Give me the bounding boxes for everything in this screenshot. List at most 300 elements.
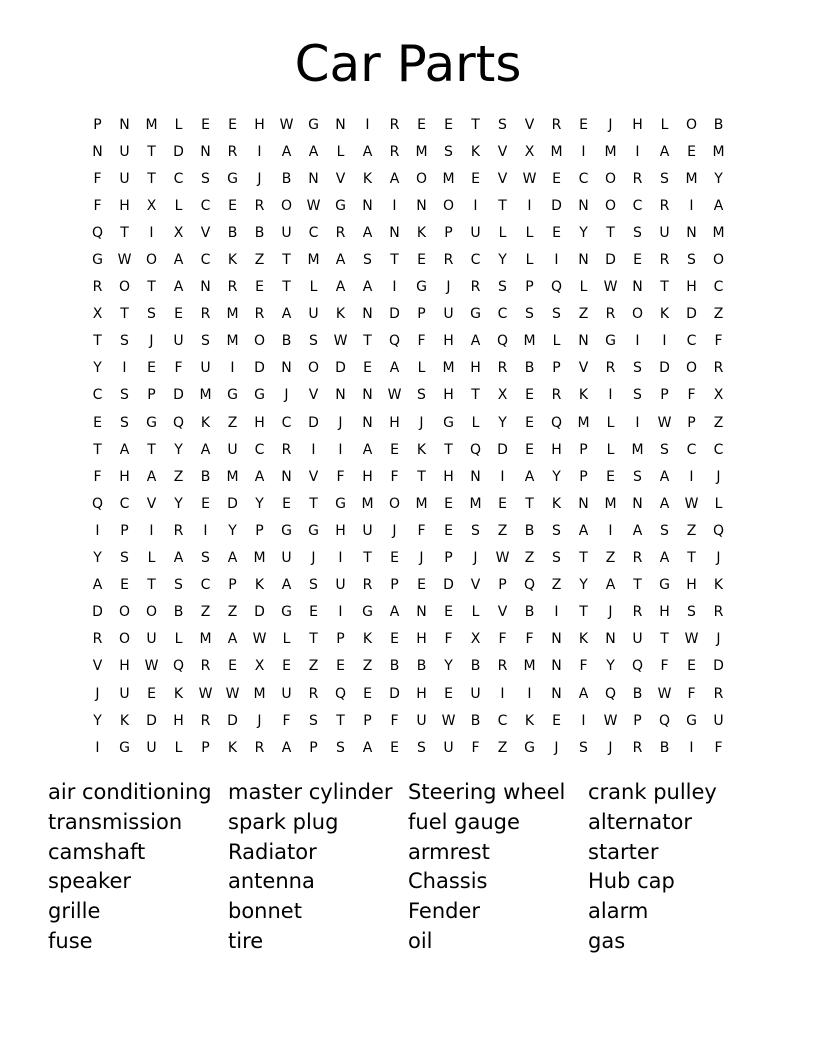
grid-letter: E xyxy=(147,360,156,377)
grid-letter: Q xyxy=(469,441,482,458)
word-list-item: crank pulley xyxy=(588,780,717,804)
grid-letter: Z xyxy=(200,604,211,621)
grid-letter: F xyxy=(444,631,453,648)
grid-letter: U xyxy=(146,739,157,756)
grid-letter: H xyxy=(443,468,454,485)
grid-letter: X xyxy=(92,306,103,323)
grid-letter: E xyxy=(255,279,264,296)
grid-letter: C xyxy=(686,441,697,458)
grid-letter: B xyxy=(524,604,535,621)
grid-letter: A xyxy=(362,279,373,296)
grid-letter: A xyxy=(389,360,400,377)
grid-letter: T xyxy=(444,441,453,458)
grid-letter: I xyxy=(149,224,154,241)
grid-letter: F xyxy=(336,468,345,485)
grid-letter: J xyxy=(419,414,424,431)
grid-letter: A xyxy=(119,441,130,458)
grid-letter: V xyxy=(200,224,211,241)
grid-letter: D xyxy=(254,360,265,377)
grid-letter: G xyxy=(308,522,319,539)
grid-letter: O xyxy=(442,197,455,214)
grid-letter: O xyxy=(415,170,428,187)
grid-letter: A xyxy=(632,522,643,539)
grid-letter: A xyxy=(605,577,616,594)
grid-letter: E xyxy=(633,252,642,269)
grid-letter: H xyxy=(686,279,697,296)
grid-row xyxy=(84,111,732,138)
grid-letter: G xyxy=(335,197,346,214)
grid-letter: B xyxy=(659,739,670,756)
grid-letter: D xyxy=(389,306,400,323)
grid-letter: J xyxy=(419,550,424,567)
grid-letter: N xyxy=(632,279,643,296)
grid-letter: W xyxy=(387,387,402,404)
grid-letter: E xyxy=(417,577,426,594)
grid-letter: R xyxy=(470,279,481,296)
grid-letter: N xyxy=(92,143,103,160)
grid-letter: V xyxy=(92,658,103,675)
grid-letter: E xyxy=(390,631,399,648)
grid-letter: E xyxy=(336,658,345,675)
grid-letter: T xyxy=(309,631,318,648)
grid-letter: A xyxy=(362,739,373,756)
grid-letter: G xyxy=(227,170,238,187)
grid-letter: I xyxy=(95,522,100,539)
grid-letter: A xyxy=(200,441,211,458)
grid-letter: A xyxy=(173,252,184,269)
grid-letter: S xyxy=(201,550,210,567)
grid-letter: V xyxy=(335,170,346,187)
grid-letter: C xyxy=(497,712,508,729)
grid-letter: V xyxy=(146,495,157,512)
grid-letter: S xyxy=(579,739,588,756)
grid-row xyxy=(84,274,732,301)
grid-letter: U xyxy=(416,712,427,729)
grid-letter: K xyxy=(578,631,589,648)
grid-letter: C xyxy=(713,279,724,296)
grid-letter: S xyxy=(174,577,183,594)
grid-letter: R xyxy=(92,279,103,296)
grid-letter: A xyxy=(470,333,481,350)
grid-letter: Q xyxy=(604,685,617,702)
grid-letter: V xyxy=(497,170,508,187)
grid-row xyxy=(84,355,732,382)
grid-letter: D xyxy=(173,143,184,160)
grid-letter: R xyxy=(659,252,670,269)
grid-letter: R xyxy=(308,685,319,702)
grid-letter: S xyxy=(552,522,561,539)
grid-letter: Z xyxy=(713,414,724,431)
grid-letter: T xyxy=(660,631,669,648)
grid-letter: O xyxy=(145,252,158,269)
grid-letter: Y xyxy=(174,495,183,512)
grid-letter: S xyxy=(309,333,318,350)
grid-letter: S xyxy=(309,712,318,729)
grid-letter: E xyxy=(309,604,318,621)
grid-letter: E xyxy=(228,116,237,133)
grid-letter: M xyxy=(226,333,239,350)
grid-letter: T xyxy=(633,577,642,594)
grid-letter: Z xyxy=(713,306,724,323)
grid-letter: U xyxy=(119,170,130,187)
grid-letter: I xyxy=(581,143,586,160)
grid-letter: R xyxy=(200,306,211,323)
grid-letter: Q xyxy=(91,224,104,241)
grid-letter: H xyxy=(416,685,427,702)
grid-letter: T xyxy=(363,333,372,350)
grid-letter: L xyxy=(471,604,480,621)
grid-row xyxy=(84,409,732,436)
grid-letter: T xyxy=(93,441,102,458)
grid-letter: J xyxy=(608,739,613,756)
word-list-item: antenna xyxy=(228,869,315,894)
grid-row xyxy=(84,328,732,355)
grid-letter: M xyxy=(631,441,644,458)
grid-letter: T xyxy=(147,143,156,160)
grid-letter: U xyxy=(443,306,454,323)
grid-letter: K xyxy=(335,306,346,323)
grid-letter: J xyxy=(554,739,559,756)
grid-letter: E xyxy=(687,143,696,160)
grid-letter: S xyxy=(525,306,534,323)
grid-letter: I xyxy=(581,712,586,729)
grid-letter: W xyxy=(306,197,321,214)
grid-letter: N xyxy=(551,631,562,648)
grid-letter: L xyxy=(174,631,183,648)
grid-letter: Y xyxy=(228,522,237,539)
grid-letter: G xyxy=(281,604,292,621)
grid-letter: P xyxy=(201,739,210,756)
grid-letter: N xyxy=(551,658,562,675)
grid-letter: Z xyxy=(497,522,508,539)
grid-letter: I xyxy=(608,387,613,404)
grid-letter: E xyxy=(93,414,102,431)
grid-letter: S xyxy=(201,333,210,350)
grid-letter: R xyxy=(173,522,184,539)
grid-letter: E xyxy=(363,360,372,377)
grid-letter: T xyxy=(687,550,696,567)
grid-letter: K xyxy=(254,577,265,594)
grid-letter: I xyxy=(689,197,694,214)
grid-letter: F xyxy=(471,739,480,756)
grid-letter: E xyxy=(525,441,534,458)
grid-letter: S xyxy=(498,116,507,133)
grid-letter: M xyxy=(712,143,725,160)
grid-letter: S xyxy=(687,252,696,269)
grid-letter: A xyxy=(659,550,670,567)
grid-letter: T xyxy=(579,604,588,621)
grid-letter: Y xyxy=(714,170,723,187)
grid-letter: K xyxy=(227,252,238,269)
grid-letter: K xyxy=(713,577,724,594)
grid-letter: P xyxy=(444,550,453,567)
grid-letter: K xyxy=(578,387,589,404)
grid-letter: O xyxy=(685,116,698,133)
grid-letter: C xyxy=(497,306,508,323)
word-list-item: alarm xyxy=(588,899,649,924)
grid-letter: T xyxy=(147,279,156,296)
grid-letter: V xyxy=(308,387,319,404)
grid-letter: D xyxy=(254,604,265,621)
grid-letter: L xyxy=(606,441,615,458)
grid-letter: O xyxy=(118,631,131,648)
grid-letter: A xyxy=(227,631,238,648)
grid-letter: B xyxy=(254,224,265,241)
grid-letter: C xyxy=(713,441,724,458)
grid-letter: S xyxy=(633,387,642,404)
grid-letter: T xyxy=(147,441,156,458)
grid-letter: K xyxy=(659,306,670,323)
grid-letter: F xyxy=(390,712,399,729)
grid-letter: V xyxy=(308,468,319,485)
grid-letter: P xyxy=(390,577,399,594)
grid-letter: J xyxy=(716,468,721,485)
grid-row xyxy=(84,545,732,572)
grid-letter: I xyxy=(689,468,694,485)
grid-letter: N xyxy=(200,143,211,160)
grid-letter: R xyxy=(254,739,265,756)
grid-letter: H xyxy=(443,387,454,404)
grid-letter: W xyxy=(684,495,699,512)
grid-row xyxy=(84,301,732,328)
grid-letter: C xyxy=(308,224,319,241)
grid-letter: O xyxy=(388,495,401,512)
grid-letter: U xyxy=(173,333,184,350)
grid-letter: B xyxy=(470,658,481,675)
grid-letter: M xyxy=(469,495,482,512)
grid-letter: P xyxy=(444,224,453,241)
page-title: Car Parts xyxy=(294,35,522,93)
grid-letter: G xyxy=(470,306,481,323)
grid-letter: I xyxy=(338,441,343,458)
grid-letter: G xyxy=(686,712,697,729)
grid-letter: J xyxy=(257,712,262,729)
grid-letter: V xyxy=(578,360,589,377)
grid-letter: E xyxy=(282,495,291,512)
grid-letter: B xyxy=(713,116,724,133)
grid-letter: S xyxy=(471,522,480,539)
grid-letter: L xyxy=(714,495,723,512)
grid-letter: I xyxy=(392,197,397,214)
grid-letter: I xyxy=(203,522,208,539)
grid-letter: Q xyxy=(172,658,185,675)
grid-letter: T xyxy=(282,252,291,269)
grid-letter: M xyxy=(685,170,698,187)
grid-letter: J xyxy=(446,279,451,296)
grid-letter: G xyxy=(227,387,238,404)
grid-letter: W xyxy=(495,550,510,567)
grid-letter: R xyxy=(605,306,616,323)
grid-letter: X xyxy=(524,143,535,160)
grid-letter: A xyxy=(281,306,292,323)
grid-letter: Q xyxy=(334,685,347,702)
grid-letter: I xyxy=(608,522,613,539)
grid-letter: U xyxy=(443,739,454,756)
word-list-item: alternator xyxy=(588,809,693,834)
grid-letter: X xyxy=(254,658,265,675)
grid-letter: E xyxy=(147,685,156,702)
grid-letter: S xyxy=(363,252,372,269)
grid-letter: M xyxy=(604,143,617,160)
grid-letter: S xyxy=(417,387,426,404)
grid-letter: M xyxy=(442,360,455,377)
grid-letter: L xyxy=(552,333,561,350)
grid-letter: Q xyxy=(523,577,536,594)
grid-letter: R xyxy=(632,170,643,187)
grid-letter: F xyxy=(660,658,669,675)
grid-letter: D xyxy=(173,387,184,404)
word-list-item: speaker xyxy=(48,869,132,894)
grid-letter: Z xyxy=(308,658,319,675)
grid-letter: B xyxy=(389,658,400,675)
grid-letter: W xyxy=(657,685,672,702)
grid-letter: F xyxy=(390,468,399,485)
grid-letter: A xyxy=(362,224,373,241)
grid-letter: P xyxy=(255,522,264,539)
grid-letter: S xyxy=(120,550,129,567)
grid-letter: H xyxy=(119,468,130,485)
grid-letter: D xyxy=(227,495,238,512)
grid-letter: M xyxy=(415,495,428,512)
grid-letter: O xyxy=(631,306,644,323)
grid-letter: U xyxy=(659,224,670,241)
grid-letter: R xyxy=(713,685,724,702)
grid-letter: R xyxy=(227,143,238,160)
grid-letter: A xyxy=(227,550,238,567)
grid-letter: J xyxy=(149,333,154,350)
grid-letter: R xyxy=(227,279,238,296)
grid-letter: C xyxy=(470,252,481,269)
grid-row xyxy=(84,626,732,653)
grid-letter: E xyxy=(579,116,588,133)
grid-letter: U xyxy=(281,685,292,702)
word-list-item: air conditioning xyxy=(48,780,212,804)
grid-letter: M xyxy=(145,116,158,133)
grid-letter: T xyxy=(606,224,615,241)
grid-letter: E xyxy=(120,577,129,594)
grid-letter: T xyxy=(93,333,102,350)
grid-letter: E xyxy=(174,306,183,323)
grid-letter: D xyxy=(659,360,670,377)
grid-letter: Y xyxy=(579,224,588,241)
grid-letter: A xyxy=(92,577,103,594)
grid-letter: O xyxy=(604,170,617,187)
grid-letter: W xyxy=(657,414,672,431)
grid-letter: R xyxy=(254,306,265,323)
grid-letter: N xyxy=(578,495,589,512)
grid-row xyxy=(84,707,732,734)
letter-grid xyxy=(84,111,732,761)
grid-letter: W xyxy=(117,252,132,269)
grid-letter: M xyxy=(253,550,266,567)
grid-letter: R xyxy=(713,604,724,621)
grid-letter: Q xyxy=(712,522,725,539)
word-list-item: Steering wheel xyxy=(408,780,566,804)
grid-letter: H xyxy=(632,116,643,133)
grid-letter: U xyxy=(146,631,157,648)
grid-letter: K xyxy=(200,414,211,431)
grid-letter: N xyxy=(362,387,373,404)
grid-letter: G xyxy=(416,279,427,296)
grid-letter: N xyxy=(362,414,373,431)
grid-letter: E xyxy=(552,712,561,729)
grid-letter: L xyxy=(174,739,183,756)
grid-letter: A xyxy=(281,143,292,160)
grid-letter: E xyxy=(201,116,210,133)
grid-letter: P xyxy=(633,712,642,729)
grid-letter: T xyxy=(336,712,345,729)
grid-letter: B xyxy=(524,360,535,377)
grid-letter: R xyxy=(497,658,508,675)
grid-letter: U xyxy=(281,550,292,567)
grid-letter: B xyxy=(416,658,427,675)
grid-letter: T xyxy=(417,468,426,485)
grid-letter: Y xyxy=(93,712,102,729)
grid-letter: F xyxy=(687,685,696,702)
grid-letter: W xyxy=(684,631,699,648)
grid-letter: F xyxy=(579,658,588,675)
grid-letter: H xyxy=(335,522,346,539)
grid-letter: R xyxy=(200,712,211,729)
grid-letter: F xyxy=(714,333,723,350)
grid-letter: M xyxy=(226,306,239,323)
grid-letter: Q xyxy=(550,414,563,431)
grid-letter: S xyxy=(660,441,669,458)
grid-letter: I xyxy=(392,279,397,296)
grid-letter: P xyxy=(552,360,561,377)
grid-letter: I xyxy=(527,197,532,214)
grid-letter: C xyxy=(281,414,292,431)
grid-letter: A xyxy=(281,739,292,756)
grid-letter: I xyxy=(230,360,235,377)
grid-letter: W xyxy=(441,712,456,729)
grid-letter: E xyxy=(525,414,534,431)
grid-letter: I xyxy=(635,333,640,350)
grid-letter: Z xyxy=(551,577,562,594)
grid-letter: F xyxy=(282,712,291,729)
grid-letter: D xyxy=(605,252,616,269)
grid-letter: A xyxy=(173,279,184,296)
grid-letter: L xyxy=(471,414,480,431)
grid-letter: P xyxy=(579,441,588,458)
grid-letter: K xyxy=(416,224,427,241)
grid-letter: U xyxy=(200,360,211,377)
grid-letter: G xyxy=(524,739,535,756)
grid-letter: J xyxy=(257,170,262,187)
grid-letter: E xyxy=(417,252,426,269)
grid-letter: E xyxy=(552,170,561,187)
grid-letter: V xyxy=(470,577,481,594)
grid-letter: D xyxy=(227,712,238,729)
grid-letter: D xyxy=(335,360,346,377)
grid-letter: W xyxy=(333,333,348,350)
word-list-item: grille xyxy=(48,899,101,924)
grid-letter: M xyxy=(523,658,536,675)
grid-letter: T xyxy=(471,116,480,133)
grid-letter: S xyxy=(336,739,345,756)
grid-letter: S xyxy=(633,360,642,377)
grid-letter: E xyxy=(228,658,237,675)
grid-letter: H xyxy=(173,712,184,729)
grid-letter: L xyxy=(660,116,669,133)
grid-letter: A xyxy=(335,252,346,269)
grid-letter: T xyxy=(147,577,156,594)
grid-letter: H xyxy=(470,360,481,377)
grid-letter: I xyxy=(635,414,640,431)
grid-letter: A xyxy=(524,468,535,485)
grid-letter: D xyxy=(497,441,508,458)
grid-letter: I xyxy=(338,550,343,567)
